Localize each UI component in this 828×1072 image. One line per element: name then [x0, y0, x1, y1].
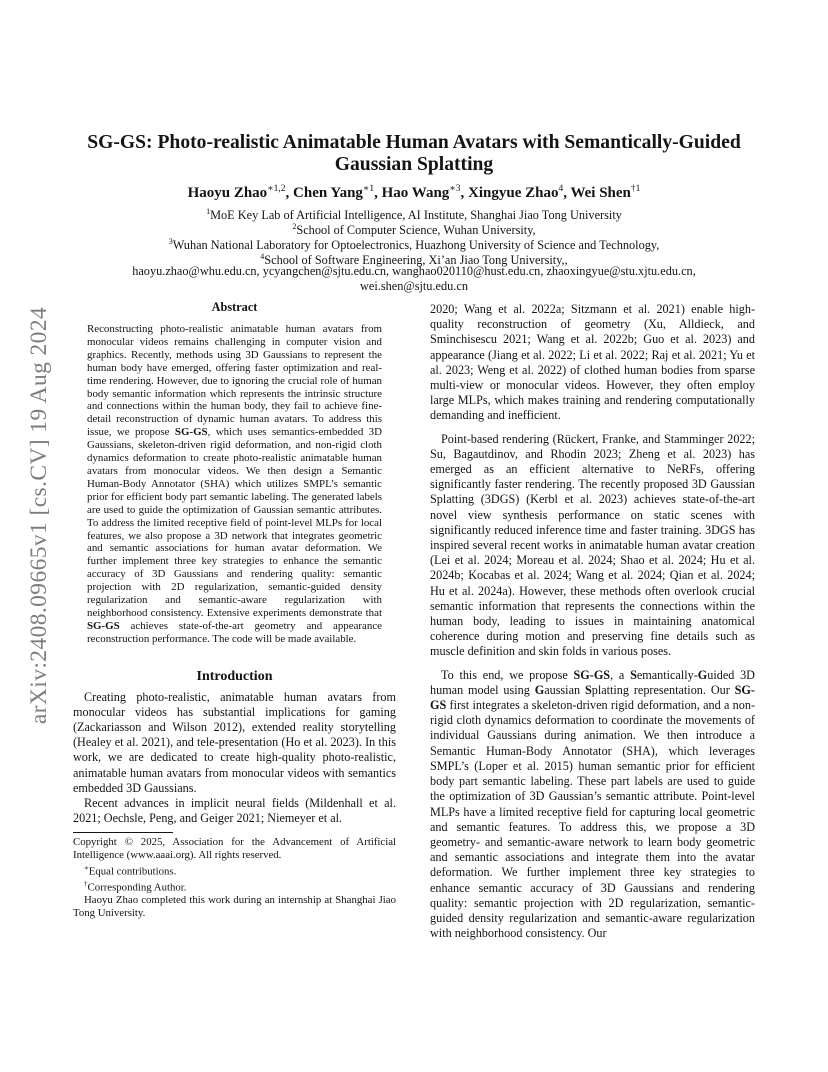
intro-paragraph-3: Point-based rendering (Rückert, Franke, and Stamminger 2022; Su, Bagautdinov, and Rhodin 2023; Zheng et al. 2023) has emerged as an efficient alternative to NeRFs, offering significantly faster rendering. The recently proposed 3D Gaussian Splatting (3DGS) (Kerbl et al. 2023) achieves state-of-the-art novel view synthesis performance on static scenes with significantly reduced inference time and faster training. 3DGS has inspired several recent works in animatable human avatar creation (Lei et al. 2024; Moreau et al. 2024; Shao et al. 2024; Hu et al. 2024b; Kocabas et al. 2024; Wang et al. 2024; Qian et al. 2024; Hu et al. 2024a). However, these methods often overlook crucial semantic information that represents the connections within the human body, leading to issues in maintaining anatomical coherence during motion and preserving fine details such as muscle definition and skin folds in various poses. — [430, 431, 755, 659]
left-column — [73, 300, 396, 919]
intro-paragraph-2: Recent advances in implicit neural fields (Mildenhall et al. 2021; Oechsle, Peng, and Geiger 2021; Niemeyer et al. — [73, 796, 396, 826]
abstract-body: Reconstructing photo-realistic animatable human avatars from monocular videos remains challenging in computer vision and graphics. Recently, methods using 3D Gaussians to represent the human body have emerged, offering faster optimization and real-time rendering. However, due to ignoring the crucial role of human body semantic information which represents the intrinsic structure and connections within the human body, they fail to achieve fine-detail reconstruction of dynamic human avatars. To address this issue, we propose SG-GS, which uses semantics-embedded 3D Gaussians, skeleton-driven rigid deformation, and non-rigid cloth dynamics deformation to create photo-realistic animatable human avatars from monocular videos. We then design a Semantic Human-Body Annotator (SHA) which utilizes SMPL’s semantic prior for efficient body part semantic labeling. The generated labels are used to guide the optimization of Gaussian semantic attributes. To address the limited receptive field of point-level MLPs for local features, we also propose a 3D network that integrates geometric and semantic associations for human avatar deformation. We further implement three key strategies to enhance the semantic accuracy of 3D Gaussians and rendering quality: semantic projection with 2D regularization, semantic-guided density regularization and semantic-aware regularization with neighborhood consistency. Extensive experiments demonstrate that SG-GS achieves state-of-the-art geometry and appearance reconstruction performance. The code will be made available. — [87, 323, 382, 645]
footnote-equal-contribution: ∗Equal contributions. — [84, 863, 177, 878]
right-column — [430, 302, 755, 941]
affiliation-1: $^1$MoE Key Lab of Artificial Intelligence, AI Institute, Shanghai Jiao Tong University — [206, 207, 622, 223]
arxiv-sidebar — [18, 260, 62, 770]
author-list — [0, 180, 828, 203]
intro-paragraph-1: Creating photo-realistic, animatable human avatars from monocular videos has substantial implications for gaming (Zackariasson and Wilson 2012), extended reality storytelling (Healey et al. 2021), and tele-presentation (Ho et al. 2023). In this work, we are dedicated to create high-quality photo-realistic, animatable human avatars from monocular videos with semantics embedded 3D Gaussians. — [73, 689, 396, 795]
affiliation-3: $^3$Wuhan National Laboratory for Optoelectronics, Huazhong University of Science and Technology, — [168, 237, 660, 253]
intro-paragraph-2-continued: 2020; Wang et al. 2022a; Sitzmann et al. 2021) enable high-quality reconstruction of geometry (Xu, Alldieck, and Sminchisescu 2021; Wang et al. 2022b; Guo et al. 2023) and appearance (Jiang et al. 2022; Li et al. 2022; Raj et al. 2021; Yu et al. 2023; Weng et al. 2022) of clothed human bodies from sparse multi-view or monocular videos. However, they often employ large MLPs, which makes training and rendering computationally demanding and inefficient. — [430, 302, 755, 423]
author-2: Chen Yang$^{∗1}$, — [293, 184, 382, 201]
footnote-divider — [73, 832, 173, 833]
author-5: Wei Shen$^{\dagger 1}$ — [570, 184, 641, 201]
arxiv-identifier: arXiv:2408.09665v1 [cs.CV] 19 Aug 2024 — [26, 306, 53, 724]
affiliation-2: $^2$School of Computer Science, Wuhan University, — [292, 222, 536, 238]
author-1: Haoyu Zhao$^{∗1,2}$, — [187, 184, 294, 201]
paper-title-line2: Gaussian Splatting — [334, 154, 494, 175]
author-emails-line2: wei.shen@sjtu.edu.cn — [360, 279, 468, 293]
method-name: SG-GS — [174, 426, 208, 439]
footnote-corresponding-author: †Corresponding Author. — [84, 879, 187, 894]
intro-paragraph-4: To this end, we propose SG-GS, a Semantically-Guided 3D human model using Gaussian Splatting representation. Our SG-GS first integrates a skeleton-driven rigid deformation, and a non-rigid cloth dynamics deformation to coordinate the movements of individual Gaussians during animation. We then introduce a Semantic Human-Body Annotator (SHA), which leverages SMPL’s (Loper et al. 2015) human semantic prior for efficient body part semantic labeling. These part labels are used to guide the optimization of 3D Gaussian’s semantic attribute. Point-level MLPs have a limited receptive field for capturing local geometric and semantic features. To address this, we propose a 3D geometry- and semantic-aware network to learn body geometric and semantic associations and integrate them into the avatar deformation. We further implement three key strategies to enhance semantic accuracy of 3D Gaussians and rendering quality: semantic projection with 2D regularization, semantic-guided density regularization and semantic-aware regularization with neighborhood consistency. Our — [430, 667, 755, 941]
author-emails-line1: haoyu.zhao@whu.edu.cn, ycyangchen@sjtu.edu.cn, wanghao020110@hust.edu.cn, zhaoxingyue@stu.xjtu.edu.cn, — [132, 264, 696, 278]
author-4: Xingyue Zhao$^4$, — [468, 184, 571, 201]
method-name: SG-GS — [87, 619, 120, 632]
affiliation-4: $^4$School of Software Engineering, Xi’an Jiao Tong University,, — [260, 252, 568, 268]
author-3: Hao Wang$^{∗3}$, — [381, 184, 469, 201]
abstract-heading: Abstract — [211, 300, 258, 314]
paper-title-line1: SG-GS: Photo-realistic Animatable Human Avatars with Semantically-Guided — [87, 132, 741, 153]
footnote-internship: Haoyu Zhao completed this work during an internship at Shanghai Jiao Tong University. — [73, 894, 396, 919]
introduction-heading: Introduction — [196, 668, 273, 684]
copyright-notice: Copyright © 2025, Association for the Advancement of Artificial Intelligence (www.aaai.org). All rights reserved. — [73, 836, 396, 862]
